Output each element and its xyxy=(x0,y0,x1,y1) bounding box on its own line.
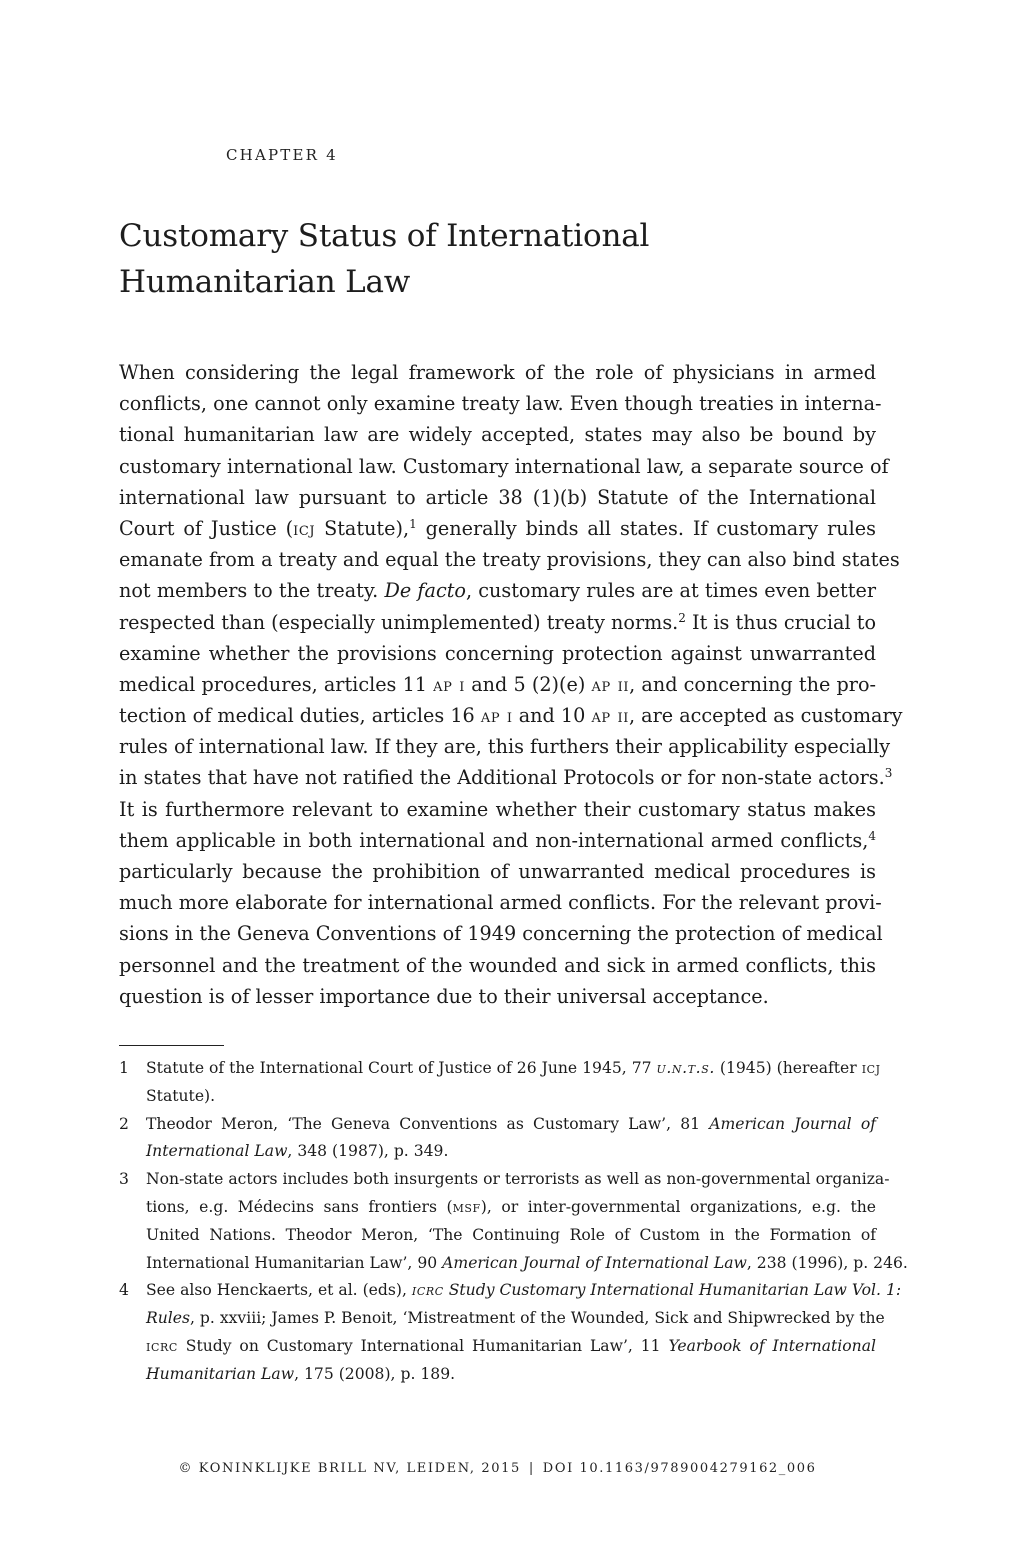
footnote-ref[interactable]: 4 xyxy=(868,828,876,843)
copyright-notice: © KONINKLIJKE BRILL NV, LEIDEN, 2015 xyxy=(178,1461,521,1476)
chapter-label: CHAPTER 4 xyxy=(226,146,338,164)
abbrev-ap: ap i xyxy=(433,672,466,696)
footnote-line: Theodor Meron, ‘The Geneva Conventions as Customary Law’, 81 American Journal of xyxy=(146,1114,876,1133)
italic-term: Study Customary International Humanitarian Law Vol. 1: xyxy=(443,1281,902,1300)
italic-term: u.n.t.s. xyxy=(656,1059,715,1077)
footnote-line: Statute of the International Court of Justice of 26 June 1945, 77 u.n.t.s. (1945) (hereafter icj xyxy=(146,1059,881,1077)
chapter-title xyxy=(119,213,879,305)
italic-term: International Law xyxy=(146,1142,288,1161)
footnote-number: 3 xyxy=(119,1170,129,1189)
italic-term: Yearbook of International xyxy=(668,1336,876,1355)
body-line: examine whether the provisions concerning protection against unwarranted xyxy=(119,641,876,665)
body-line: not members to the treaty. De facto, customary rules are at times even better xyxy=(119,579,877,603)
footnote-ref[interactable]: 3 xyxy=(884,766,893,781)
doi-link[interactable]: DOI 10.1163/9789004279162_006 xyxy=(542,1461,817,1476)
abbrev-ap: ap ii xyxy=(591,672,630,696)
body-line: conflicts, one cannot only examine treaty law. Even though treaties in interna- xyxy=(119,392,882,416)
footnote-line: Rules, p. xxviii; James P. Benoit, ‘Mistreatment of the Wounded, Sick and Shipwrecked by the xyxy=(146,1309,885,1328)
footnote-line: tions, e.g. Médecins sans frontiers (msf), or inter-governmental organizations, e.g. the xyxy=(146,1197,877,1216)
page-footer xyxy=(119,1461,876,1476)
italic-term: American Journal of International Law xyxy=(442,1253,747,1272)
footnote-2 xyxy=(119,1111,876,1167)
italic-term: Humanitarian Law xyxy=(146,1364,295,1383)
footnote-line: International Humanitarian Law’, 90 American Journal of International Law, 238 (1996), p. 246. xyxy=(146,1253,908,1272)
footnote-line: United Nations. Theodor Meron, ‘The Continuing Role of Custom in the Formation of xyxy=(146,1225,876,1244)
body-line: much more elaborate for international armed conflicts. For the relevant provi- xyxy=(119,891,882,915)
footnote-4 xyxy=(119,1277,902,1388)
body-line: respected than (especially unimplemented) treaty norms.$^2$ It is thus crucial to xyxy=(119,610,876,634)
footnote-line: Statute). xyxy=(146,1086,216,1105)
body-line: international law pursuant to article 38 (1)(b) Statute of the International xyxy=(119,485,876,509)
abbrev-msf: msf xyxy=(452,1197,481,1216)
body-line: question is of lesser importance due to their universal acceptance. xyxy=(119,984,769,1008)
abbrev-icj: icj xyxy=(293,516,316,540)
footnote-ref[interactable]: 2 xyxy=(678,610,686,625)
body-line: When considering the legal framework of the role of physicians in armed xyxy=(119,361,876,384)
body-line: customary international law. Customary international law, a separate source of xyxy=(119,454,889,478)
body-line: medical procedures, articles 11 ap i and 5 (2)(e) ap ii, and concerning the pro- xyxy=(119,672,876,696)
footnote-line: See also Henckaerts, et al. (eds), icrc Study Customary International Humanitarian Law Vol. 1: xyxy=(146,1281,902,1300)
footnote-3 xyxy=(119,1166,908,1277)
abbrev-icj: icj xyxy=(861,1059,881,1077)
abbrev-icrc: icrc xyxy=(146,1336,178,1355)
body-line: in states that have not ratified the Additional Protocols or for non-state actors.$^3$ xyxy=(119,766,893,790)
body-line: sions in the Geneva Conventions of 1949 concerning the protection of medical xyxy=(119,922,883,946)
footnote-divider xyxy=(119,1045,224,1046)
abbrev-icrc: icrc xyxy=(411,1281,444,1300)
footnote-line: International Law, 348 (1987), p. 349. xyxy=(146,1142,449,1161)
body-line: them applicable in both international and non-international armed conflicts,$^4$ xyxy=(119,828,876,852)
footnote-number: 2 xyxy=(119,1114,129,1133)
footnote-number: 4 xyxy=(119,1281,129,1300)
chapter-title-line: Humanitarian Law xyxy=(119,263,411,300)
body-line: tection of medical duties, articles 16 ap i and 10 ap ii, are accepted as customary xyxy=(119,704,903,728)
body-line: tional humanitarian law are widely accepted, states may also be bound by xyxy=(119,423,876,447)
footer-separator: | xyxy=(528,1461,535,1476)
body-line: Court of Justice (icj Statute),$^1$ generally binds all states. If customary rules xyxy=(119,516,876,540)
italic-term: American Journal of xyxy=(709,1114,876,1133)
body-line: emanate from a treaty and equal the treaty provisions, they can also bind states xyxy=(119,548,900,572)
footnote-1 xyxy=(119,1055,881,1111)
footnote-line: icrc Study on Customary International Humanitarian Law’, 11 Yearbook of International xyxy=(146,1336,876,1355)
italic-term: De facto xyxy=(384,579,466,603)
footnotes xyxy=(119,1055,908,1389)
footnote-line: Humanitarian Law, 175 (2008), p. 189. xyxy=(146,1364,456,1383)
footnote-ref[interactable]: 1 xyxy=(409,516,417,531)
abbrev-ap: ap ii xyxy=(591,704,629,728)
body-line: particularly because the prohibition of unwarranted medical procedures is xyxy=(119,860,876,883)
body-line: It is furthermore relevant to examine whether their customary status makes xyxy=(119,797,876,821)
footnote-line: Non-state actors includes both insurgents or terrorists as well as non-governmental organiza- xyxy=(146,1170,890,1189)
body-paragraph xyxy=(119,357,903,1012)
chapter-title-line: Customary Status of International xyxy=(119,217,650,254)
footnote-number: 1 xyxy=(119,1059,129,1077)
body-line: rules of international law. If they are, this furthers their applicability especially xyxy=(119,735,891,759)
body-line: personnel and the treatment of the wounded and sick in armed conflicts, this xyxy=(119,953,876,977)
italic-term: Rules xyxy=(146,1309,191,1328)
abbrev-ap: ap i xyxy=(480,704,513,728)
